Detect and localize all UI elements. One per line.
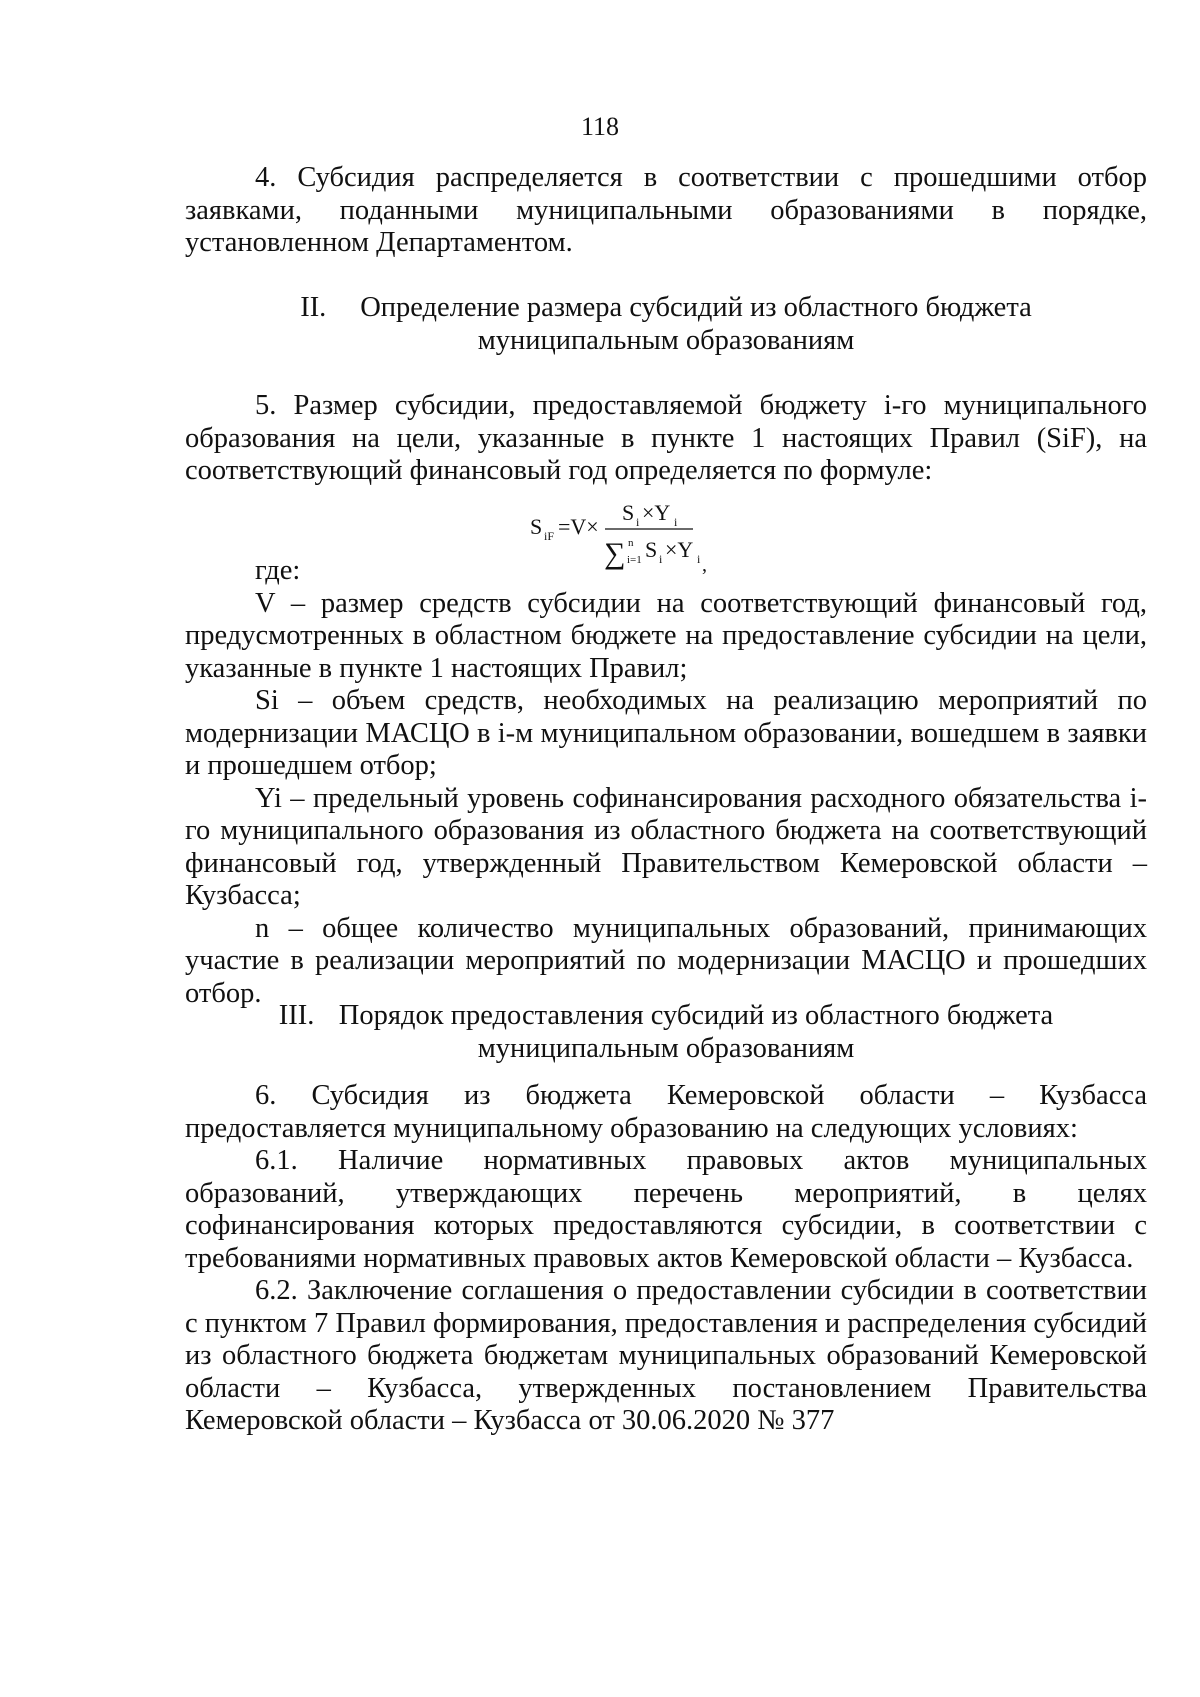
section-3-title: Порядок предоставления субсидий из областного бюджета <box>338 1000 1054 1031</box>
section-2-heading <box>185 292 1147 357</box>
paragraph-5-block <box>185 390 1147 488</box>
definition-si: Si – объем средств, необходимых на реализацию мероприятий по модернизации МАСЦО в i-м муниципальном образовании, вошедшем в заявки и прошедшем отбор; <box>185 685 1147 781</box>
formula-den-s-sub: i <box>659 552 663 566</box>
formula-sigma: ∑ <box>604 537 626 570</box>
section-3-heading <box>185 1000 1147 1065</box>
section-3-title-line2: муниципальным образованиям <box>477 1032 855 1064</box>
formula-num-times-y: ×Y <box>642 500 671 525</box>
formula-sigma-sup: n <box>628 537 634 549</box>
formula-num-s: S <box>622 500 635 525</box>
paragraph-6-1: 6.1. Наличие нормативных правовых актов муниципальных образований, утверждающих перечень мероприятий, в целях софинансирования которых предоставляются субсидии, в соответствии с требованиями нормативных правовых актов Кемеровской области – Кузбасса. <box>185 1145 1147 1274</box>
formula-equals-v: =V× <box>558 514 599 539</box>
formula-sigma-sub: i=1 <box>627 554 642 566</box>
formula-den-y-sub: i <box>697 552 701 566</box>
definition-n: n – общее количество муниципальных образований, принимающих участие в реализации мероприятий по модернизации МАСЦО и прошедших отбор. <box>185 912 1147 1009</box>
paragraph-6-2: 6.2. Заключение соглашения о предоставлении субсидии в соответствии с пунктом 7 Правил формирования, предоставления и распределения субсидий из областного бюджета бюджетам муниципальных образований Кемеровской области – Кузбасса, утвержденных постановлением Правительства Кемеровской области – Кузбасса от 30.06.2020 № 377 <box>185 1275 1147 1436</box>
paragraph-4-block <box>185 162 1147 260</box>
formula-lhs-sub: iF <box>544 529 555 543</box>
paragraph-6: 6. Субсидия из бюджета Кемеровской области – Кузбасса предоставляется муниципальному образованию на следующих условиях: <box>185 1080 1147 1144</box>
section-3-title-line1 <box>185 1000 1147 1033</box>
definition-yi: Yi – предельный уровень софинансирования расходного обязательства i-го муниципального образования из областного бюджета на соответствующий финансовый год, утвержденный Правительством Кемеровской области – Кузбасса; <box>185 782 1147 911</box>
paragraph-6-block <box>185 1080 1147 1438</box>
formula-num-y-sub: i <box>674 515 678 529</box>
formula-den-times-y: ×Y <box>665 537 694 562</box>
paragraph-5: 5. Размер субсидии, предоставляемой бюджету i-го муниципального образования на цели, указанные в пункте 1 настоящих Правил (SiF), на соответствующий финансовый год определяется по формуле: <box>185 390 1147 486</box>
section-2-title-line2: муниципальным образованиям <box>477 324 855 356</box>
definition-v: V – размер средств субсидии на соответствующий финансовый год, предусмотренных в областном бюджете на предоставление субсидии на цели, указанные в пункте 1 настоящих Правил; <box>185 587 1147 684</box>
section-2-number: II. <box>300 292 327 323</box>
section-2-title: Определение размера субсидий из областного бюджета <box>360 292 1032 323</box>
where-label: где: <box>255 555 301 586</box>
paragraph-4: 4. Субсидия распределяется в соответствии с прошедшими отбор заявками, поданными муниципальными образованиями в порядке, установленном Департаментом. <box>185 162 1147 258</box>
formula-lhs: S <box>530 514 543 539</box>
formula-num-s-sub: i <box>636 515 640 529</box>
formula-trailing-comma: , <box>702 554 707 576</box>
section-3-number: III. <box>278 1000 315 1031</box>
page-number: 118 <box>580 112 620 141</box>
formula-den-s: S <box>645 537 658 562</box>
section-2-title-line1 <box>185 292 1147 325</box>
